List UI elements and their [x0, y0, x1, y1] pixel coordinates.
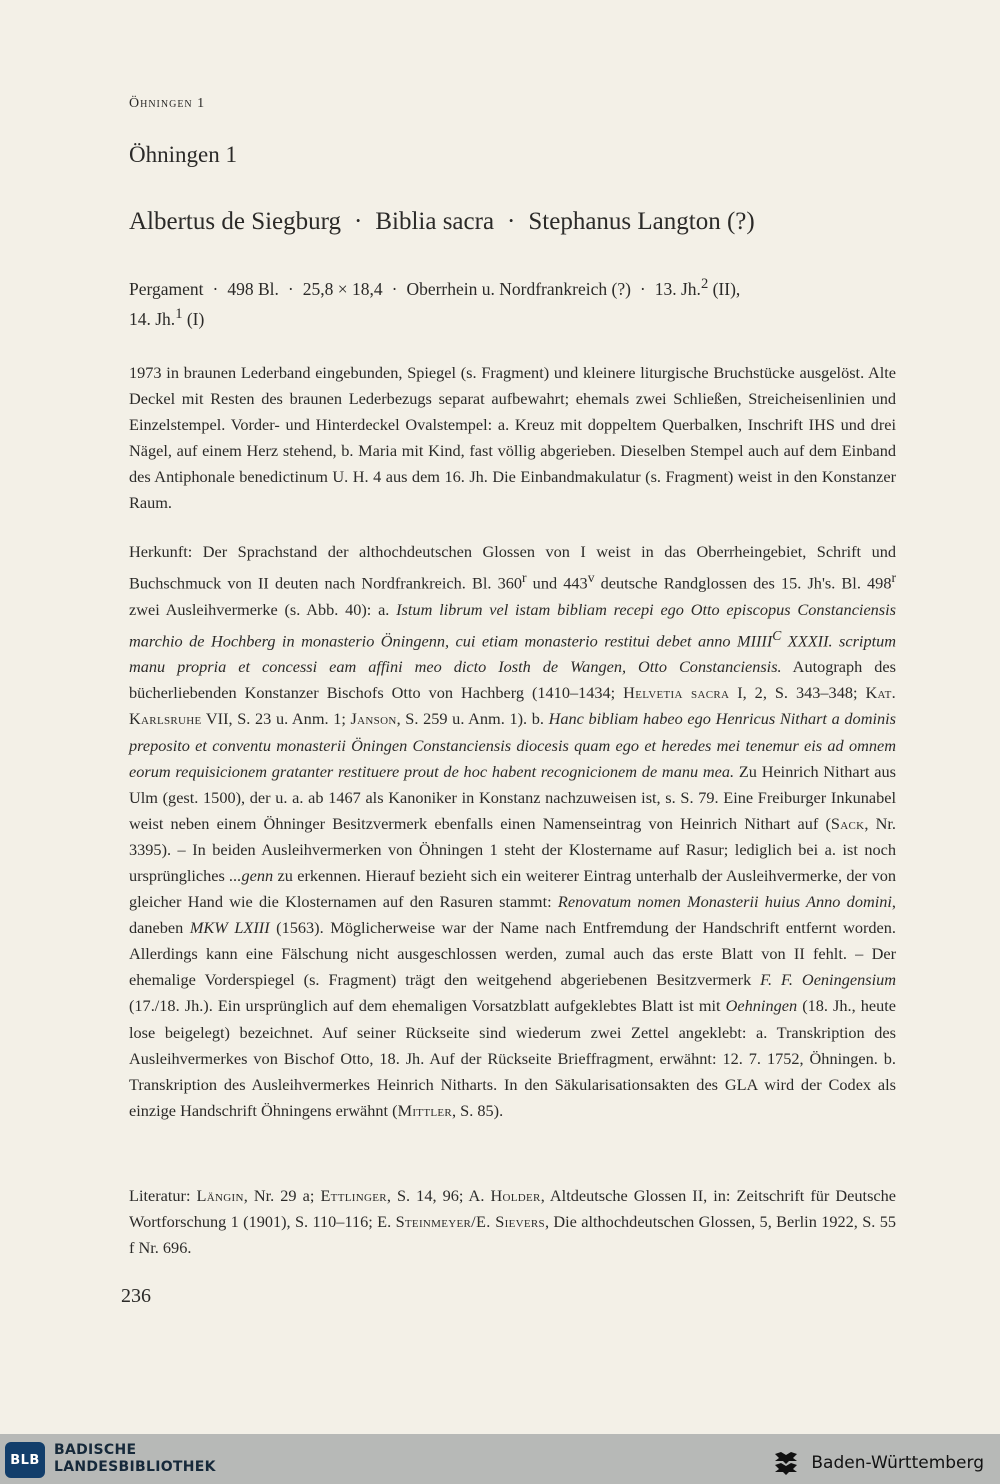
separator: ·: [507, 208, 516, 235]
text-run: und 443: [526, 573, 588, 593]
page-number: 236: [121, 1285, 151, 1307]
text-run: deutsche Randglossen des 15. Jh's. Bl. 498: [594, 573, 892, 593]
text-run: , S. 14, 96; A.: [386, 1186, 491, 1205]
leaves: 498 Bl.: [227, 278, 279, 299]
text-run: Herkunft: Der Sprachstand der althochdeutschen Glossen von I weist in das Oberrheingebiet, Schrift und Buchschmuck von II deuten nach Nordfrankreich. Bl. 360: [129, 542, 896, 593]
text-run: zwei Ausleihvermerke (s. Abb. 40): a.: [129, 599, 397, 619]
date-1-part: (II),: [708, 278, 741, 299]
subtitle: [129, 208, 889, 236]
superscript: v: [587, 570, 595, 586]
separator: ·: [212, 278, 219, 299]
subtitle-commentator: Stephanus Langton (?): [528, 208, 755, 235]
date-1-superscript: 2: [700, 276, 709, 292]
text-run: , Altdeutsche Glossen II, in: Zeitschrift für Deutsche Wortforschung 1 (1901), S. 110–116; E.: [129, 1186, 896, 1232]
separator: ·: [354, 208, 363, 235]
page-title: Öhningen 1: [129, 142, 237, 167]
text-run: , Nr. 29 a;: [243, 1186, 321, 1205]
text-run: I, 2, S. 343–348;: [729, 683, 866, 703]
quotation: F. F. Oeningensium: [760, 970, 896, 990]
reference: Längin: [196, 1186, 244, 1205]
text-run: (1563). Möglicherweise war der Name nach Entfremdung der Handschrift entfernt worden. Allerdings kann eine Fälschung nicht ausgeschlossen werden, zumal auch das erste Blatt von II fehlt. – Der ehemalige Vorderspiegel (s. Fragment) trägt den weitgehend abgeriebenen Besitzvermerk: [129, 918, 896, 990]
date-2: 14. Jh.: [129, 308, 176, 329]
separator: ·: [287, 278, 294, 299]
state-logo[interactable]: [771, 1448, 984, 1478]
quotation: XXXII. scriptum manu propria et concessi eam affini meo dicto Iosth de Wangen, Otto Constanciensis.: [129, 631, 897, 677]
reference: Ettlinger: [320, 1186, 387, 1205]
text-run: , daneben: [129, 892, 896, 938]
quotation: Istum librum vel istam bibliam recepi ego Otto episcopus Constanciensis marchio de Hochberg in monasterio Öningenn, cui etiam monasterio restitui debet anno MIIII: [129, 599, 897, 651]
quotation: MKW LXIII: [189, 918, 270, 938]
dimensions: 25,8 × 18,4: [302, 278, 383, 299]
reference: Kat. Karlsruhe: [129, 683, 896, 729]
text-run: zu erkennen. Hierauf bezieht sich ein weiterer Eintrag unterhalb der Ausleihvermerke, der von gleicher Hand wie die Klosternamen auf den Rasuren stammt:: [129, 865, 896, 912]
literature-paragraph: [129, 1183, 896, 1261]
library-name-line1: BADISCHE: [54, 1442, 137, 1458]
lion-crest-icon: [771, 1448, 801, 1478]
superscript: C: [772, 627, 782, 643]
binding-paragraph: 1973 in braunen Lederband eingebunden, Spiegel (s. Fragment) und kleinere liturgische Bruchstücke ausgelöst. Alte Deckel mit Resten des braunen Lederbezugs separat aufbewahrt; ehemals zwei Schließen, Streicheisenlinien und Einzelstempel. Vorder- und Hinterdeckel Ovalstempel: a. Kreuz mit doppeltem Querbalken, Inschrift IHS und drei Nägel, auf einem Herz stehend, b. Maria mit Kind, fast völlig abgerieben. Dieselben Stempel auch auf dem Einband des Antiphonale benedictinum U. H. 4 aus dem 16. Jh. Die Einbandmakulatur (s. Fragment) weist in den Konstanzer Raum.: [129, 363, 896, 513]
quotation: Oehningen: [725, 996, 798, 1016]
text-run: (17./18. Jh.). Ein ursprünglich auf dem ehemaligen Vorsatzblatt aufgeklebtes Blatt ist mit: [129, 996, 726, 1016]
text-run: (18. Jh., heute lose beigelegt) bezeichnet. Auf seiner Rückseite sind wiederum zwei Zettel angeklebt: a. Transkription des Ausleihvermerkes von Bischof Otto, 18. Jh. Auf der Rückseite Brieffragment, erwähnt: 12. 7. 1752, Öhningen. b. Transkription des Ausleihvermerkes Heinrich Nitharts. In den Säkularisationsakten des GLA wird der Codex als einzige Handschrift Öhningens erwähnt (: [129, 996, 897, 1120]
reference: Holder: [490, 1186, 541, 1205]
text-run: Autograph des bücherliebenden Konstanzer Bischofs Otto von Hachberg (1410–1434;: [129, 657, 896, 703]
running-head: Öhningen 1: [129, 96, 206, 111]
date-2-superscript: 1: [175, 305, 183, 322]
footer-bar: [0, 1434, 1000, 1484]
quotation: Hanc bibliam habeo ego Henricus Nithart a dominis preposito et conventu monasterii Öningen Constanciensis diocesis quam ego et heredes mei tenemur eis ad omnem eorum requisicionem gratanter restituere prout de hoc habent recognicionem de manu mea.: [129, 709, 896, 781]
reference: Janson: [350, 709, 397, 729]
subtitle-author: Albertus de Siegburg: [129, 208, 342, 235]
quotation: Renovatum nomen Monasterii huius Anno domini: [557, 892, 892, 912]
reference: Steinmeyer/E. Sievers: [395, 1212, 545, 1232]
library-name-line2: LANDESBIBLIOTHEK: [54, 1459, 216, 1475]
provenance-paragraph: [129, 539, 896, 1124]
codex-metadata: [129, 272, 897, 332]
text-run: , Nr. 3395). – In beiden Ausleihvermerken von Öhningen 1 steht der Klostername auf Rasur; lediglich bei a. ist noch ursprüngliches: [129, 813, 896, 885]
separator: ·: [639, 278, 646, 299]
text-run: , S. 259 u. Anm. 1). b.: [396, 709, 549, 729]
blb-logo[interactable]: BLB: [5, 1442, 45, 1478]
text-run: , Die althochdeutschen Glossen, 5, Berlin 1922, S. 55 f Nr. 696.: [129, 1212, 896, 1258]
text-run: , S. 85).: [452, 1100, 504, 1120]
text-run: VII, S. 23 u. Anm. 1;: [201, 709, 351, 729]
superscript: r: [522, 570, 527, 586]
text-run: Zu Heinrich Nithart aus Ulm (gest. 1500), der u. a. ab 1467 als Kanoniker in Konstanz nachzuweisen ist, s. S. 79. Eine Freiburger Inkunabel weist neben einem Öhninger Besitzvermerk ebenfalls einen Namenseintrag von Heinrich Nithart auf (: [129, 761, 896, 833]
quotation: ...genn: [229, 865, 274, 885]
date-2-part: (I): [182, 308, 205, 329]
library-name[interactable]: [54, 1442, 216, 1476]
superscript: r: [891, 570, 896, 586]
reference: Helvetia sacra: [623, 683, 730, 703]
material: Pergament: [129, 278, 204, 299]
date-1: 13. Jh.: [654, 278, 701, 299]
reference: Sack: [830, 813, 865, 833]
separator: ·: [391, 278, 398, 299]
state-name: Baden-Württemberg: [811, 1453, 984, 1473]
subtitle-work: Biblia sacra: [375, 208, 495, 235]
origin: Oberrhein u. Nordfrankreich (?): [406, 278, 631, 299]
reference: Mittler: [397, 1100, 453, 1120]
text-run: Literatur:: [129, 1186, 197, 1205]
